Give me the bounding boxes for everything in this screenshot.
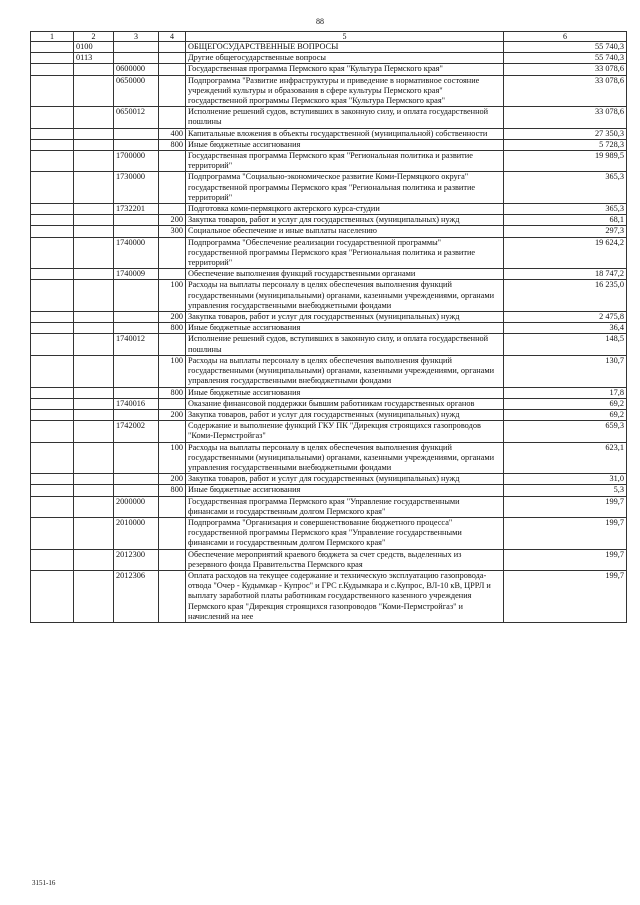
expense-name: Закупка товаров, работ и услуг для государственных (муниципальных) нужд <box>186 312 504 323</box>
expense-name: Иные бюджетные ассигнования <box>186 387 504 398</box>
expense-name: Расходы на выплаты персоналу в целях обеспечения выполнения функций государственными (муниципальными) органами, казенными учреждениями, органами управления государственными внебюджетными фондами <box>186 355 504 387</box>
column-1-cell <box>31 398 74 409</box>
expense-type-code <box>159 151 186 172</box>
column-header: 3 <box>114 32 159 42</box>
expense-type-code <box>159 496 186 517</box>
table-row <box>31 485 627 496</box>
table-row <box>31 204 627 215</box>
expense-type-code <box>159 64 186 75</box>
expense-type-code <box>159 42 186 53</box>
section-code <box>74 107 114 128</box>
column-1-cell <box>31 237 74 269</box>
expense-name: Содержание и выполнение функций ГКУ ПК "Дирекция строящихся газопроводов "Коми-Пермстройгаз" <box>186 421 504 442</box>
amount: 55 740,3 <box>504 53 627 64</box>
target-code <box>114 474 159 485</box>
expense-name: Подпрограмма "Социально-экономическое развитие Коми-Пермяцкого округа" государственной программы Пермского края "Региональная политика и развитие территорий" <box>186 172 504 204</box>
column-1-cell <box>31 280 74 312</box>
amount: 33 078,6 <box>504 107 627 128</box>
table-row <box>31 151 627 172</box>
column-1-cell <box>31 226 74 237</box>
expense-type-code: 800 <box>159 139 186 150</box>
column-1-cell <box>31 334 74 355</box>
expense-type-code <box>159 53 186 64</box>
column-1-cell <box>31 312 74 323</box>
section-code <box>74 215 114 226</box>
section-code <box>74 355 114 387</box>
amount: 199,7 <box>504 549 627 570</box>
amount: 130,7 <box>504 355 627 387</box>
target-code: 1742002 <box>114 421 159 442</box>
target-code <box>114 215 159 226</box>
column-1-cell <box>31 75 74 107</box>
column-header: 5 <box>186 32 504 42</box>
expense-name: Иные бюджетные ассигнования <box>186 139 504 150</box>
amount: 68,1 <box>504 215 627 226</box>
expense-name: Социальное обеспечение и иные выплаты населению <box>186 226 504 237</box>
target-code <box>114 485 159 496</box>
section-code <box>74 75 114 107</box>
column-1-cell <box>31 387 74 398</box>
table-row <box>31 42 627 53</box>
table-row <box>31 517 627 549</box>
section-code <box>74 128 114 139</box>
expense-name: Государственная программа Пермского края "Управление государственными финансами и государственным долгом Пермского края" <box>186 496 504 517</box>
expense-type-code: 800 <box>159 485 186 496</box>
expense-name: Иные бюджетные ассигнования <box>186 323 504 334</box>
column-1-cell <box>31 204 74 215</box>
table-row <box>31 442 627 474</box>
section-code <box>74 172 114 204</box>
section-code <box>74 237 114 269</box>
table-row <box>31 226 627 237</box>
target-code: 0600000 <box>114 64 159 75</box>
target-code: 1740016 <box>114 398 159 409</box>
target-code <box>114 226 159 237</box>
column-1-cell <box>31 151 74 172</box>
expense-type-code: 800 <box>159 387 186 398</box>
column-1-cell <box>31 549 74 570</box>
expense-type-code <box>159 204 186 215</box>
column-1-cell <box>31 355 74 387</box>
column-1-cell <box>31 215 74 226</box>
target-code: 1740000 <box>114 237 159 269</box>
column-1-cell <box>31 496 74 517</box>
expense-type-code: 200 <box>159 474 186 485</box>
expense-name: Закупка товаров, работ и услуг для государственных (муниципальных) нужд <box>186 409 504 420</box>
expense-type-code <box>159 75 186 107</box>
expense-type-code: 400 <box>159 128 186 139</box>
table-row <box>31 334 627 355</box>
section-code <box>74 570 114 622</box>
column-1-cell <box>31 42 74 53</box>
section-code <box>74 549 114 570</box>
table-row <box>31 280 627 312</box>
document-code: 3151-16 <box>32 879 56 887</box>
target-code <box>114 53 159 64</box>
expense-name: Обеспечение мероприятий краевого бюджета за счет средств, выделенных из резервного фонда Правительства Пермского края <box>186 549 504 570</box>
table-row <box>31 53 627 64</box>
target-code <box>114 387 159 398</box>
expense-name: Иные бюджетные ассигнования <box>186 485 504 496</box>
column-1-cell <box>31 269 74 280</box>
expense-type-code <box>159 570 186 622</box>
target-code <box>114 42 159 53</box>
column-1-cell <box>31 64 74 75</box>
header-row <box>31 32 627 42</box>
expense-name: Закупка товаров, работ и услуг для государственных (муниципальных) нужд <box>186 474 504 485</box>
column-1-cell <box>31 421 74 442</box>
section-code <box>74 139 114 150</box>
target-code: 0650000 <box>114 75 159 107</box>
budget-table <box>30 31 627 623</box>
table-row <box>31 139 627 150</box>
table-row <box>31 421 627 442</box>
section-code <box>74 204 114 215</box>
section-code: 0100 <box>74 42 114 53</box>
expense-type-code <box>159 421 186 442</box>
column-1-cell <box>31 53 74 64</box>
section-code <box>74 517 114 549</box>
amount: 69,2 <box>504 398 627 409</box>
column-1-cell <box>31 139 74 150</box>
section-code <box>74 474 114 485</box>
expense-type-code: 200 <box>159 409 186 420</box>
section-code <box>74 151 114 172</box>
expense-type-code <box>159 269 186 280</box>
section-code <box>74 269 114 280</box>
table-row <box>31 570 627 622</box>
section-code <box>74 312 114 323</box>
column-header: 1 <box>31 32 74 42</box>
amount: 18 747,2 <box>504 269 627 280</box>
amount: 5,3 <box>504 485 627 496</box>
expense-type-code: 100 <box>159 280 186 312</box>
amount: 27 350,3 <box>504 128 627 139</box>
expense-name: Оказание финансовой поддержки бывшим работникам государственных органов <box>186 398 504 409</box>
expense-name: Подготовка коми-пермяцкого актерского курса-студии <box>186 204 504 215</box>
target-code <box>114 128 159 139</box>
target-code <box>114 280 159 312</box>
section-code <box>74 226 114 237</box>
column-header: 6 <box>504 32 627 42</box>
amount: 36,4 <box>504 323 627 334</box>
amount: 365,3 <box>504 172 627 204</box>
section-code <box>74 64 114 75</box>
expense-type-code: 200 <box>159 215 186 226</box>
column-1-cell <box>31 485 74 496</box>
target-code: 2000000 <box>114 496 159 517</box>
expense-type-code <box>159 172 186 204</box>
section-code <box>74 387 114 398</box>
expense-name: Подпрограмма "Обеспечение реализации государственной программы" государственной программы Пермского края "Региональная политика и развитие территорий" <box>186 237 504 269</box>
target-code: 0650012 <box>114 107 159 128</box>
expense-name: Подпрограмма "Организация и совершенствование бюджетного процесса" государственной программы Пермского края "Управление государственными финансами и государственным долгом Пермского края" <box>186 517 504 549</box>
column-header: 2 <box>74 32 114 42</box>
target-code <box>114 442 159 474</box>
target-code: 1740009 <box>114 269 159 280</box>
amount: 33 078,6 <box>504 64 627 75</box>
target-code <box>114 139 159 150</box>
expense-name: ОБЩЕГОСУДАРСТВЕННЫЕ ВОПРОСЫ <box>186 42 504 53</box>
expense-name: Закупка товаров, работ и услуг для государственных (муниципальных) нужд <box>186 215 504 226</box>
amount: 19 989,5 <box>504 151 627 172</box>
table-row <box>31 496 627 517</box>
amount: 623,1 <box>504 442 627 474</box>
column-header: 4 <box>159 32 186 42</box>
section-code <box>74 280 114 312</box>
amount: 17,8 <box>504 387 627 398</box>
amount: 659,3 <box>504 421 627 442</box>
table-row <box>31 172 627 204</box>
target-code: 1730000 <box>114 172 159 204</box>
column-1-cell <box>31 172 74 204</box>
table-row <box>31 312 627 323</box>
amount: 148,5 <box>504 334 627 355</box>
column-1-cell <box>31 517 74 549</box>
amount: 199,7 <box>504 496 627 517</box>
target-code: 2012300 <box>114 549 159 570</box>
expense-type-code <box>159 107 186 128</box>
target-code: 2010000 <box>114 517 159 549</box>
section-code <box>74 323 114 334</box>
expense-type-code: 200 <box>159 312 186 323</box>
expense-name: Подпрограмма "Развитие инфраструктуры и приведение в нормативное состояние учреждений культуры и образования в сфере культуры Пермского края" государственной программы Пермского края "Культура Пермского края" <box>186 75 504 107</box>
target-code: 1700000 <box>114 151 159 172</box>
amount: 31,0 <box>504 474 627 485</box>
table-row <box>31 474 627 485</box>
target-code <box>114 323 159 334</box>
target-code <box>114 409 159 420</box>
table-row <box>31 269 627 280</box>
section-code: 0113 <box>74 53 114 64</box>
section-code <box>74 398 114 409</box>
table-row <box>31 128 627 139</box>
table-row <box>31 549 627 570</box>
expense-type-code <box>159 334 186 355</box>
expense-type-code <box>159 398 186 409</box>
target-code: 1732201 <box>114 204 159 215</box>
expense-name: Расходы на выплаты персоналу в целях обеспечения выполнения функций государственными (муниципальными) органами, казенными учреждениями, органами управления государственными внебюджетными фондами <box>186 280 504 312</box>
expense-name: Исполнение решений судов, вступивших в законную силу, и оплата государственной пошлины <box>186 334 504 355</box>
table-row <box>31 409 627 420</box>
column-1-cell <box>31 128 74 139</box>
table-row <box>31 75 627 107</box>
expense-name: Государственная программа Пермского края "Культура Пермского края" <box>186 64 504 75</box>
target-code: 1740012 <box>114 334 159 355</box>
column-1-cell <box>31 442 74 474</box>
section-code <box>74 442 114 474</box>
amount: 199,7 <box>504 570 627 622</box>
expense-name: Государственная программа Пермского края "Региональная политика и развитие территорий" <box>186 151 504 172</box>
amount: 16 235,0 <box>504 280 627 312</box>
expense-type-code <box>159 549 186 570</box>
amount: 297,3 <box>504 226 627 237</box>
expense-name: Оплата расходов на текущее содержание и техническую эксплуатацию газопровода-отвода "Очер - Кудымкар - Купрос" и ГРС г.Кудымкара и с.Купрос, ВЛ-10 кВ, ЦРРЛ и выплату заработной платы работникам государственного казенного учреждения Пермского края "Дирекция строящихся газопроводов "Коми-Пермстройгаз" и начислений на нее <box>186 570 504 622</box>
expense-name: Капитальные вложения в объекты государственной (муниципальной) собственности <box>186 128 504 139</box>
section-code <box>74 485 114 496</box>
table-row <box>31 398 627 409</box>
amount: 2 475,8 <box>504 312 627 323</box>
amount: 365,3 <box>504 204 627 215</box>
expense-type-code: 800 <box>159 323 186 334</box>
column-1-cell <box>31 409 74 420</box>
table-row <box>31 355 627 387</box>
amount: 55 740,3 <box>504 42 627 53</box>
column-1-cell <box>31 570 74 622</box>
expense-type-code: 300 <box>159 226 186 237</box>
section-code <box>74 334 114 355</box>
target-code: 2012306 <box>114 570 159 622</box>
table-row <box>31 387 627 398</box>
expense-name: Другие общегосударственные вопросы <box>186 53 504 64</box>
section-code <box>74 496 114 517</box>
expense-type-code <box>159 237 186 269</box>
amount: 19 624,2 <box>504 237 627 269</box>
table-row <box>31 64 627 75</box>
expense-name: Обеспечение выполнения функций государственными органами <box>186 269 504 280</box>
column-1-cell <box>31 474 74 485</box>
table-row <box>31 323 627 334</box>
amount: 5 728,3 <box>504 139 627 150</box>
page-number: 88 <box>316 17 324 26</box>
amount: 199,7 <box>504 517 627 549</box>
expense-type-code <box>159 517 186 549</box>
column-1-cell <box>31 323 74 334</box>
target-code <box>114 312 159 323</box>
section-code <box>74 421 114 442</box>
target-code <box>114 355 159 387</box>
expense-type-code: 100 <box>159 442 186 474</box>
section-code <box>74 409 114 420</box>
expense-name: Расходы на выплаты персоналу в целях обеспечения выполнения функций государственными (муниципальными) органами, казенными учреждениями, органами управления государственными внебюджетными фондами <box>186 442 504 474</box>
table-row <box>31 107 627 128</box>
column-1-cell <box>31 107 74 128</box>
table-row <box>31 237 627 269</box>
amount: 33 078,6 <box>504 75 627 107</box>
expense-type-code: 100 <box>159 355 186 387</box>
expense-name: Исполнение решений судов, вступивших в законную силу, и оплата государственной пошлины <box>186 107 504 128</box>
table-row <box>31 215 627 226</box>
amount: 69,2 <box>504 409 627 420</box>
